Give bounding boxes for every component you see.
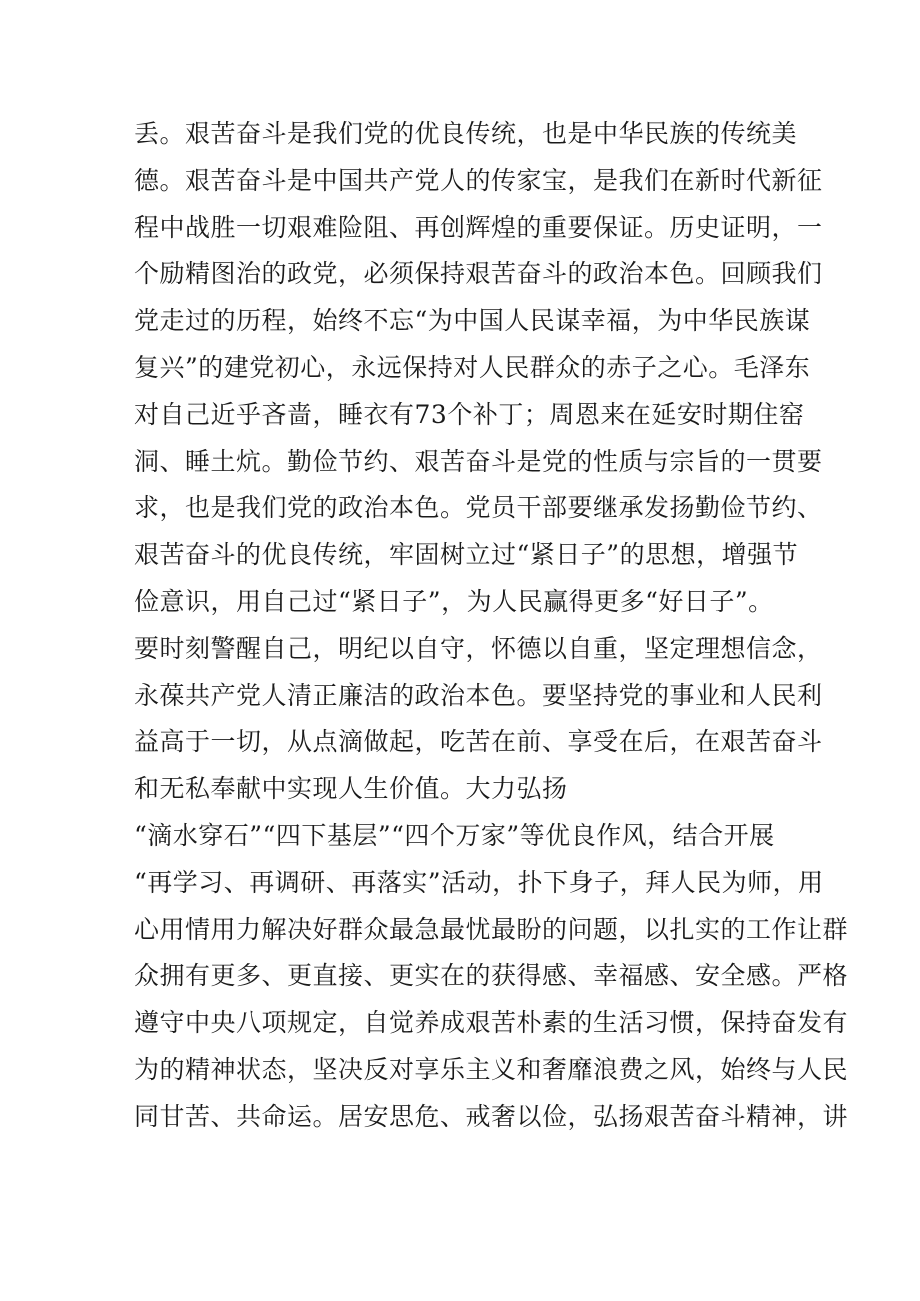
text-line: 和无私奉献中实现人生价值。大力弘扬 (134, 774, 568, 804)
text-line: 洞、睡土炕。勤俭节约、艰苦奋斗是党的性质与宗旨的一贯要 (134, 446, 823, 476)
text-line: 遵守中央八项规定，自觉养成艰苦朴素的生活习惯，保持奋发有 (134, 1008, 849, 1038)
text-line: “再学习、再调研、再落实”活动，扑下身子，拜人民为师，用 (134, 867, 824, 897)
text-line: 益高于一切，从点滴做起，吃苦在前、享受在后，在艰苦奋斗 (134, 727, 823, 757)
text-line: 求，也是我们党的政治本色。党员干部要继承发扬勤俭节约、 (134, 493, 823, 523)
text-line: 众拥有更多、更直接、更实在的获得感、幸福感、安全感。严格 (134, 961, 849, 991)
text-line: 党走过的历程，始终不忘“为中国人民谋幸福，为中华民族谋 (134, 306, 811, 336)
text-line: 德。艰苦奋斗是中国共产党人的传家宝，是我们在新时代新征 (134, 165, 823, 195)
text-line: 要时刻警醒自己，明纪以自守，怀德以自重，坚定理想信念， (134, 633, 823, 663)
text-line: “滴水穿石”“四下基层”“四个万家”等优良作风，结合开展 (134, 820, 775, 850)
text-line: 永葆共产党人清正廉洁的政治本色。要坚持党的事业和人民利 (134, 680, 823, 710)
text-line: 为的精神状态，坚决反对享乐主义和奢靡浪费之风，始终与人民 (134, 1054, 849, 1084)
text-line: 同甘苦、共命运。居安思危、戒奢以俭，弘扬艰苦奋斗精神，讲 (134, 1101, 849, 1131)
text-line: 心用情用力解决好群众最急最忧最盼的问题，以扎实的工作让群 (134, 914, 849, 944)
text-line: 对自己近乎吝啬，睡衣有73个补丁；周恩来在延安时期住窑 (134, 399, 805, 429)
text-line: 丢。艰苦奋斗是我们党的优良传统，也是中华民族的传统美 (134, 119, 798, 148)
text-line: 程中战胜一切艰难险阻、再创辉煌的重要保证。历史证明，一 (134, 212, 823, 242)
text-line: 俭意识，用自己过“紧日子”，为人民赢得更多“好日子”。 (134, 586, 774, 616)
body-text (134, 111, 849, 1141)
text-line: 个励精图治的政党，必须保持艰苦奋斗的政治本色。回顾我们 (134, 259, 823, 289)
text-line: 艰苦奋斗的优良传统，牢固树立过“紧日子”的思想，增强节 (134, 540, 799, 570)
text-line: 复兴”的建党初心，永远保持对人民群众的赤子之心。毛泽东 (134, 352, 811, 382)
